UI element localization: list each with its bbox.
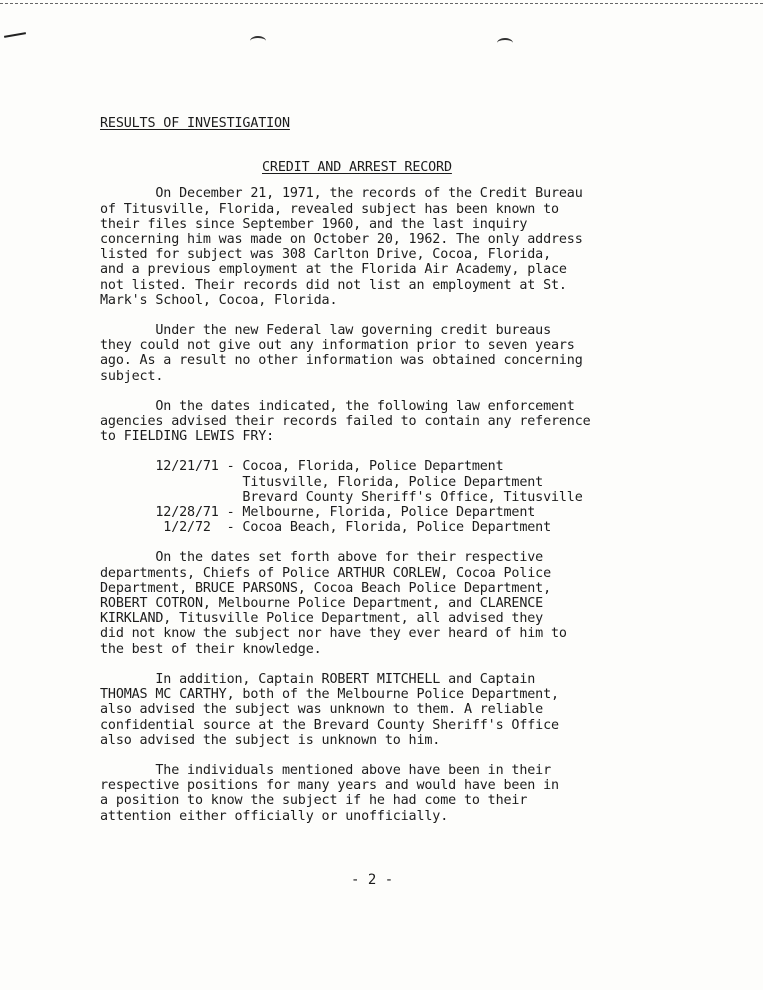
agency-record: Titusville, Florida, Police Department [100,474,544,490]
agency-record: Brevard County Sheriff's Office, Titusville [100,489,583,505]
section-heading: RESULTS OF INVESTIGATION [100,116,290,131]
agency-record: 1/2/72 - Cocoa Beach, Florida, Police Department [100,520,551,536]
agency-records-list [100,459,670,535]
scan-top-edge [0,3,763,4]
paragraph-credit-bureau: On December 21, 1971, the records of the Credit Bureau of Titusville, Florida, revealed subject has been known to their files since September 1960, and the last inquiry concerning him was made on October 20, 1962. The only address listed for subject was 308 Carlton Drive, Cocoa, Florida, and a previous employment at the Florida Air Academy, place not listed. Their records did not list an employment at St. Mark's School, Cocoa, Florida. [100,186,583,308]
agency-record: 12/21/71 - Cocoa, Florida, Police Department [100,459,504,475]
agency-record: 12/28/71 - Melbourne, Florida, Police Department [100,505,536,521]
paragraph-agencies-intro: On the dates indicated, the following law enforcement agencies advised their records failed to contain any reference to FIELDING LEWIS FRY: [100,398,591,445]
scan-mark-arc-left [250,36,266,46]
scan-mark-arc-right [497,38,513,48]
page-number: - 2 - [351,872,394,888]
section-subheading: CREDIT AND ARREST RECORD [262,160,452,176]
document-page [100,116,670,839]
paragraph-individuals: The individuals mentioned above have been in their respective positions for many years and would have been in a position to know the subject if he had come to their attention either officially or unofficially. [100,762,559,824]
paragraph-chiefs-of-police: On the dates set forth above for their respective departments, Chiefs of Police ARTHUR CORLEW, Cocoa Police Department, BRUCE PARSONS, Cocoa Beach Police Department, ROBERT COTRON, Melbourne Police Department, and CLARENCE KIRKLAND, Titusville Police Department, all advised they did not know the subject nor have they ever heard of him to the best of their knowledge. [100,550,567,657]
scan-mark-left [4,32,26,38]
paragraph-federal-law: Under the new Federal law governing credit bureaus they could not give out any information prior to seven years ago. As a result no other information was obtained concerning subject. [100,323,583,384]
paragraph-captains: In addition, Captain ROBERT MITCHELL and Captain THOMAS MC CARTHY, both of the Melbourne Police Department, also advised the subject was unknown to them. A reliable confidential source at the Brevard County Sheriff's Office also advised the subject is unknown to him. [100,671,559,748]
